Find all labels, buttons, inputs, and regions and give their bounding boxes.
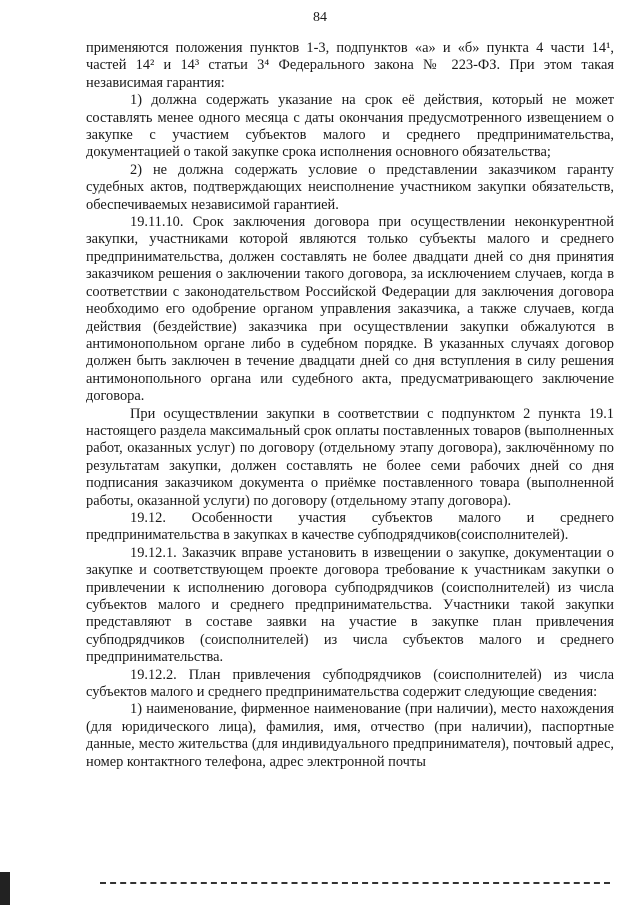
scan-edge-mark bbox=[0, 872, 10, 905]
paragraph-payment-term: При осуществлении закупки в соответствии с подпунктом 2 пункта 19.1 настоящего раздела максимальный срок оплаты поставленных товаров (выполненных работ, оказанных услуг) по договору (отдельному этапу договора), заключённому по результатам закупки, должен составлять не более семи рабочих дней со дня подписания заказчиком документа о приёмке поставленного товара (выполненной работы, оказанной услуги) по договору (отдельному этапу договора). bbox=[86, 405, 614, 509]
paragraph-19-12-2: 19.12.2. План привлечения субподрядчиков (соисполнителей) из числа субъектов малого и среднего предпринимательства содержит следующие сведения: bbox=[86, 666, 614, 701]
paragraph-19-12-1: 19.12.1. Заказчик вправе установить в извещении о закупке, документации о закупке и соответствующем проекте договора требование к участникам закупки о привлечении к исполнению договора субподрядчиков (соисполнителей) из числа субъектов малого и среднего предпринимательства. Участники такой закупки представляют в составе заявки на участие в закупке план привлечения субподрядчиков (соисполнителей) из числа субъектов малого и среднего предпринимательства. bbox=[86, 544, 614, 666]
document-body bbox=[86, 40, 614, 771]
page-number: 84 bbox=[313, 10, 327, 25]
paragraph-guarantee-intro: применяются положения пунктов 1-3, подпунктов «а» и «б» пункта 4 части 14¹, частей 14² и 14³ статьи 3⁴ Федерального закона № 223-ФЗ. При этом такая независимая гарантия: bbox=[86, 40, 614, 91]
paragraph-plan-item-1: 1) наименование, фирменное наименование (при наличии), место нахождения (для юридического лица), фамилия, имя, отчество (при наличии), паспортные данные, место жительства (для индивидуального предпринимателя), почтовый адрес, номер контактного телефона, адрес электронной почты bbox=[86, 701, 614, 770]
paragraph-19-11-10: 19.11.10. Срок заключения договора при осуществлении неконкурентной закупки, участниками которой являются только субъекты малого и среднего предпринимательства, должен составлять не более двадцати дней со дня принятия заказчиком решения о заключении такого договора, за исключением случаев, когда в соответствии с законодательством Российской Федерации для заключения договора необходимо его одобрение органом управления заказчика, а также случаев, когда действия (бездействие) заказчика при осуществлении закупки обжалуются в антимонопольном органе либо в судебном порядке. В указанных случаях договор должен быть заключен в течение двадцати дней со дня вступления в силу решения антимонопольного органа или судебного акта, предусматривающего заключение договора. bbox=[86, 214, 614, 405]
paragraph-guarantee-term: 1) должна содержать указание на срок её действия, который не может составлять менее одного месяца с даты окончания предусмотренного извещением о закупке с участием субъектов малого и среднего предпринимательства, документацией о такой закупке срока исполнения основного обязательства; bbox=[86, 92, 614, 161]
paragraph-19-12: 19.12. Особенности участия субъектов малого и среднего предпринимательства в закупках в качестве субподрядчиков(соисполнителей). bbox=[86, 509, 614, 544]
scan-footer-rule bbox=[100, 882, 610, 884]
paragraph-guarantee-condition: 2) не должна содержать условие о представлении заказчиком гаранту судебных актов, подтверждающих неисполнение участником закупки обязательств, обеспечиваемых независимой гарантией. bbox=[86, 161, 614, 213]
